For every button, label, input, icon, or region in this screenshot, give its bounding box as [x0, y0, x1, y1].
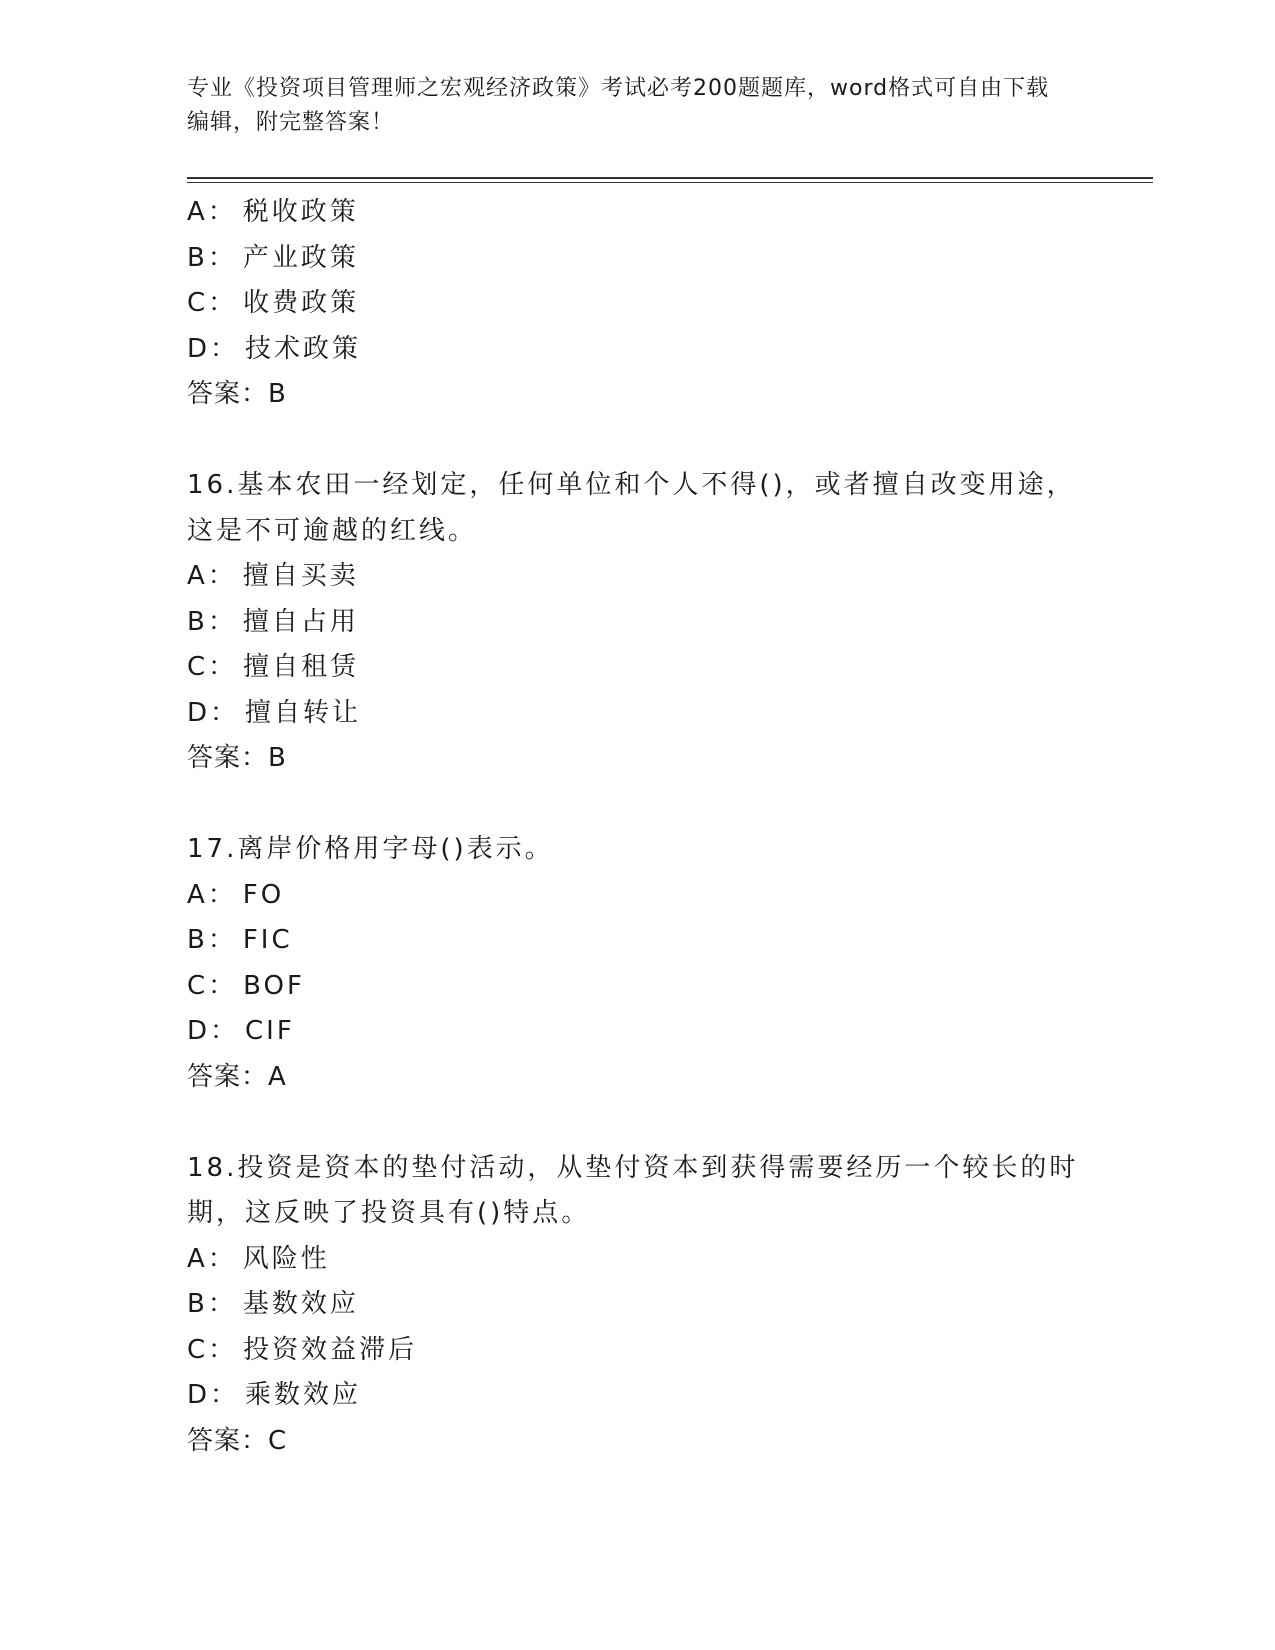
question-list	[187, 190, 1087, 1464]
option-letter: A：	[187, 879, 237, 910]
option-letter: D：	[187, 697, 240, 728]
option-text: 擅自占用	[242, 606, 359, 637]
question-stem-line: 期，这反映了投资具有()特点。	[187, 1198, 591, 1228]
option-letter: B：	[187, 606, 237, 637]
header-rule-thick	[187, 177, 1153, 179]
option-a	[187, 190, 1087, 236]
option-text: 基数效应	[242, 1289, 359, 1319]
option-a	[187, 1237, 1087, 1283]
option-c	[187, 1328, 1087, 1374]
answer-line: 答案：B	[187, 379, 287, 409]
option-letter: B：	[187, 925, 237, 955]
option-text: 收费政策	[243, 288, 360, 318]
option-letter: D：	[187, 1016, 240, 1046]
option-b	[187, 918, 1087, 964]
header-rule-thin	[187, 182, 1153, 183]
option-text: 技术政策	[245, 333, 362, 364]
question-stem-line: 16.基本农田一经划定，任何单位和个人不得()，或者擅自改变用途，	[187, 470, 1076, 500]
option-c	[187, 281, 1087, 327]
option-text: 风险性	[242, 1243, 330, 1274]
option-text: FO	[242, 879, 285, 910]
option-d	[187, 691, 1087, 737]
option-b	[187, 600, 1087, 646]
option-letter: C：	[187, 288, 238, 318]
answer-line: 答案：C	[187, 1425, 288, 1456]
document-header	[187, 72, 1067, 140]
option-letter: A：	[187, 561, 237, 591]
option-d	[187, 1373, 1087, 1419]
option-letter: C：	[187, 970, 238, 1001]
option-b	[187, 236, 1087, 282]
option-text: FIC	[242, 925, 293, 955]
option-letter: A：	[187, 1243, 237, 1274]
option-text: CIF	[245, 1016, 295, 1046]
question-16	[187, 463, 1087, 782]
option-c	[187, 645, 1087, 691]
option-c	[187, 964, 1087, 1010]
option-text: 投资效益滞后	[243, 1334, 418, 1365]
option-d	[187, 1009, 1087, 1055]
option-letter: C：	[187, 652, 238, 682]
option-letter: C：	[187, 1334, 238, 1365]
option-text: 产业政策	[242, 242, 359, 273]
option-text: 乘数效应	[245, 1380, 362, 1410]
option-letter: B：	[187, 242, 237, 273]
option-text: 擅自租赁	[243, 652, 360, 682]
option-letter: D：	[187, 333, 240, 364]
option-text: 擅自买卖	[242, 561, 359, 591]
option-letter: D：	[187, 1380, 240, 1410]
question-stem-line: 18.投资是资本的垫付活动，从垫付资本到获得需要经历一个较长的时	[187, 1152, 1079, 1183]
answer-line: 答案：A	[187, 1061, 287, 1092]
header-text: 专业《投资项目管理师之宏观经济政策》考试必考200题题库，word格式可自由下载编辑，附完整答案！	[187, 76, 1050, 135]
question-15	[187, 190, 1087, 418]
option-letter: A：	[187, 197, 237, 227]
option-text: BOF	[243, 970, 305, 1001]
question-stem-line: 17.离岸价格用字母()表示。	[187, 834, 554, 864]
option-text: 税收政策	[242, 197, 359, 227]
question-stem-line: 这是不可逾越的红线。	[187, 515, 478, 546]
option-text: 擅自转让	[245, 697, 362, 728]
option-a	[187, 554, 1087, 600]
question-17	[187, 827, 1087, 1100]
option-letter: B：	[187, 1289, 237, 1319]
answer-line: 答案：B	[187, 743, 287, 773]
option-a	[187, 873, 1087, 919]
question-18	[187, 1146, 1087, 1465]
option-d	[187, 327, 1087, 373]
option-b	[187, 1282, 1087, 1328]
